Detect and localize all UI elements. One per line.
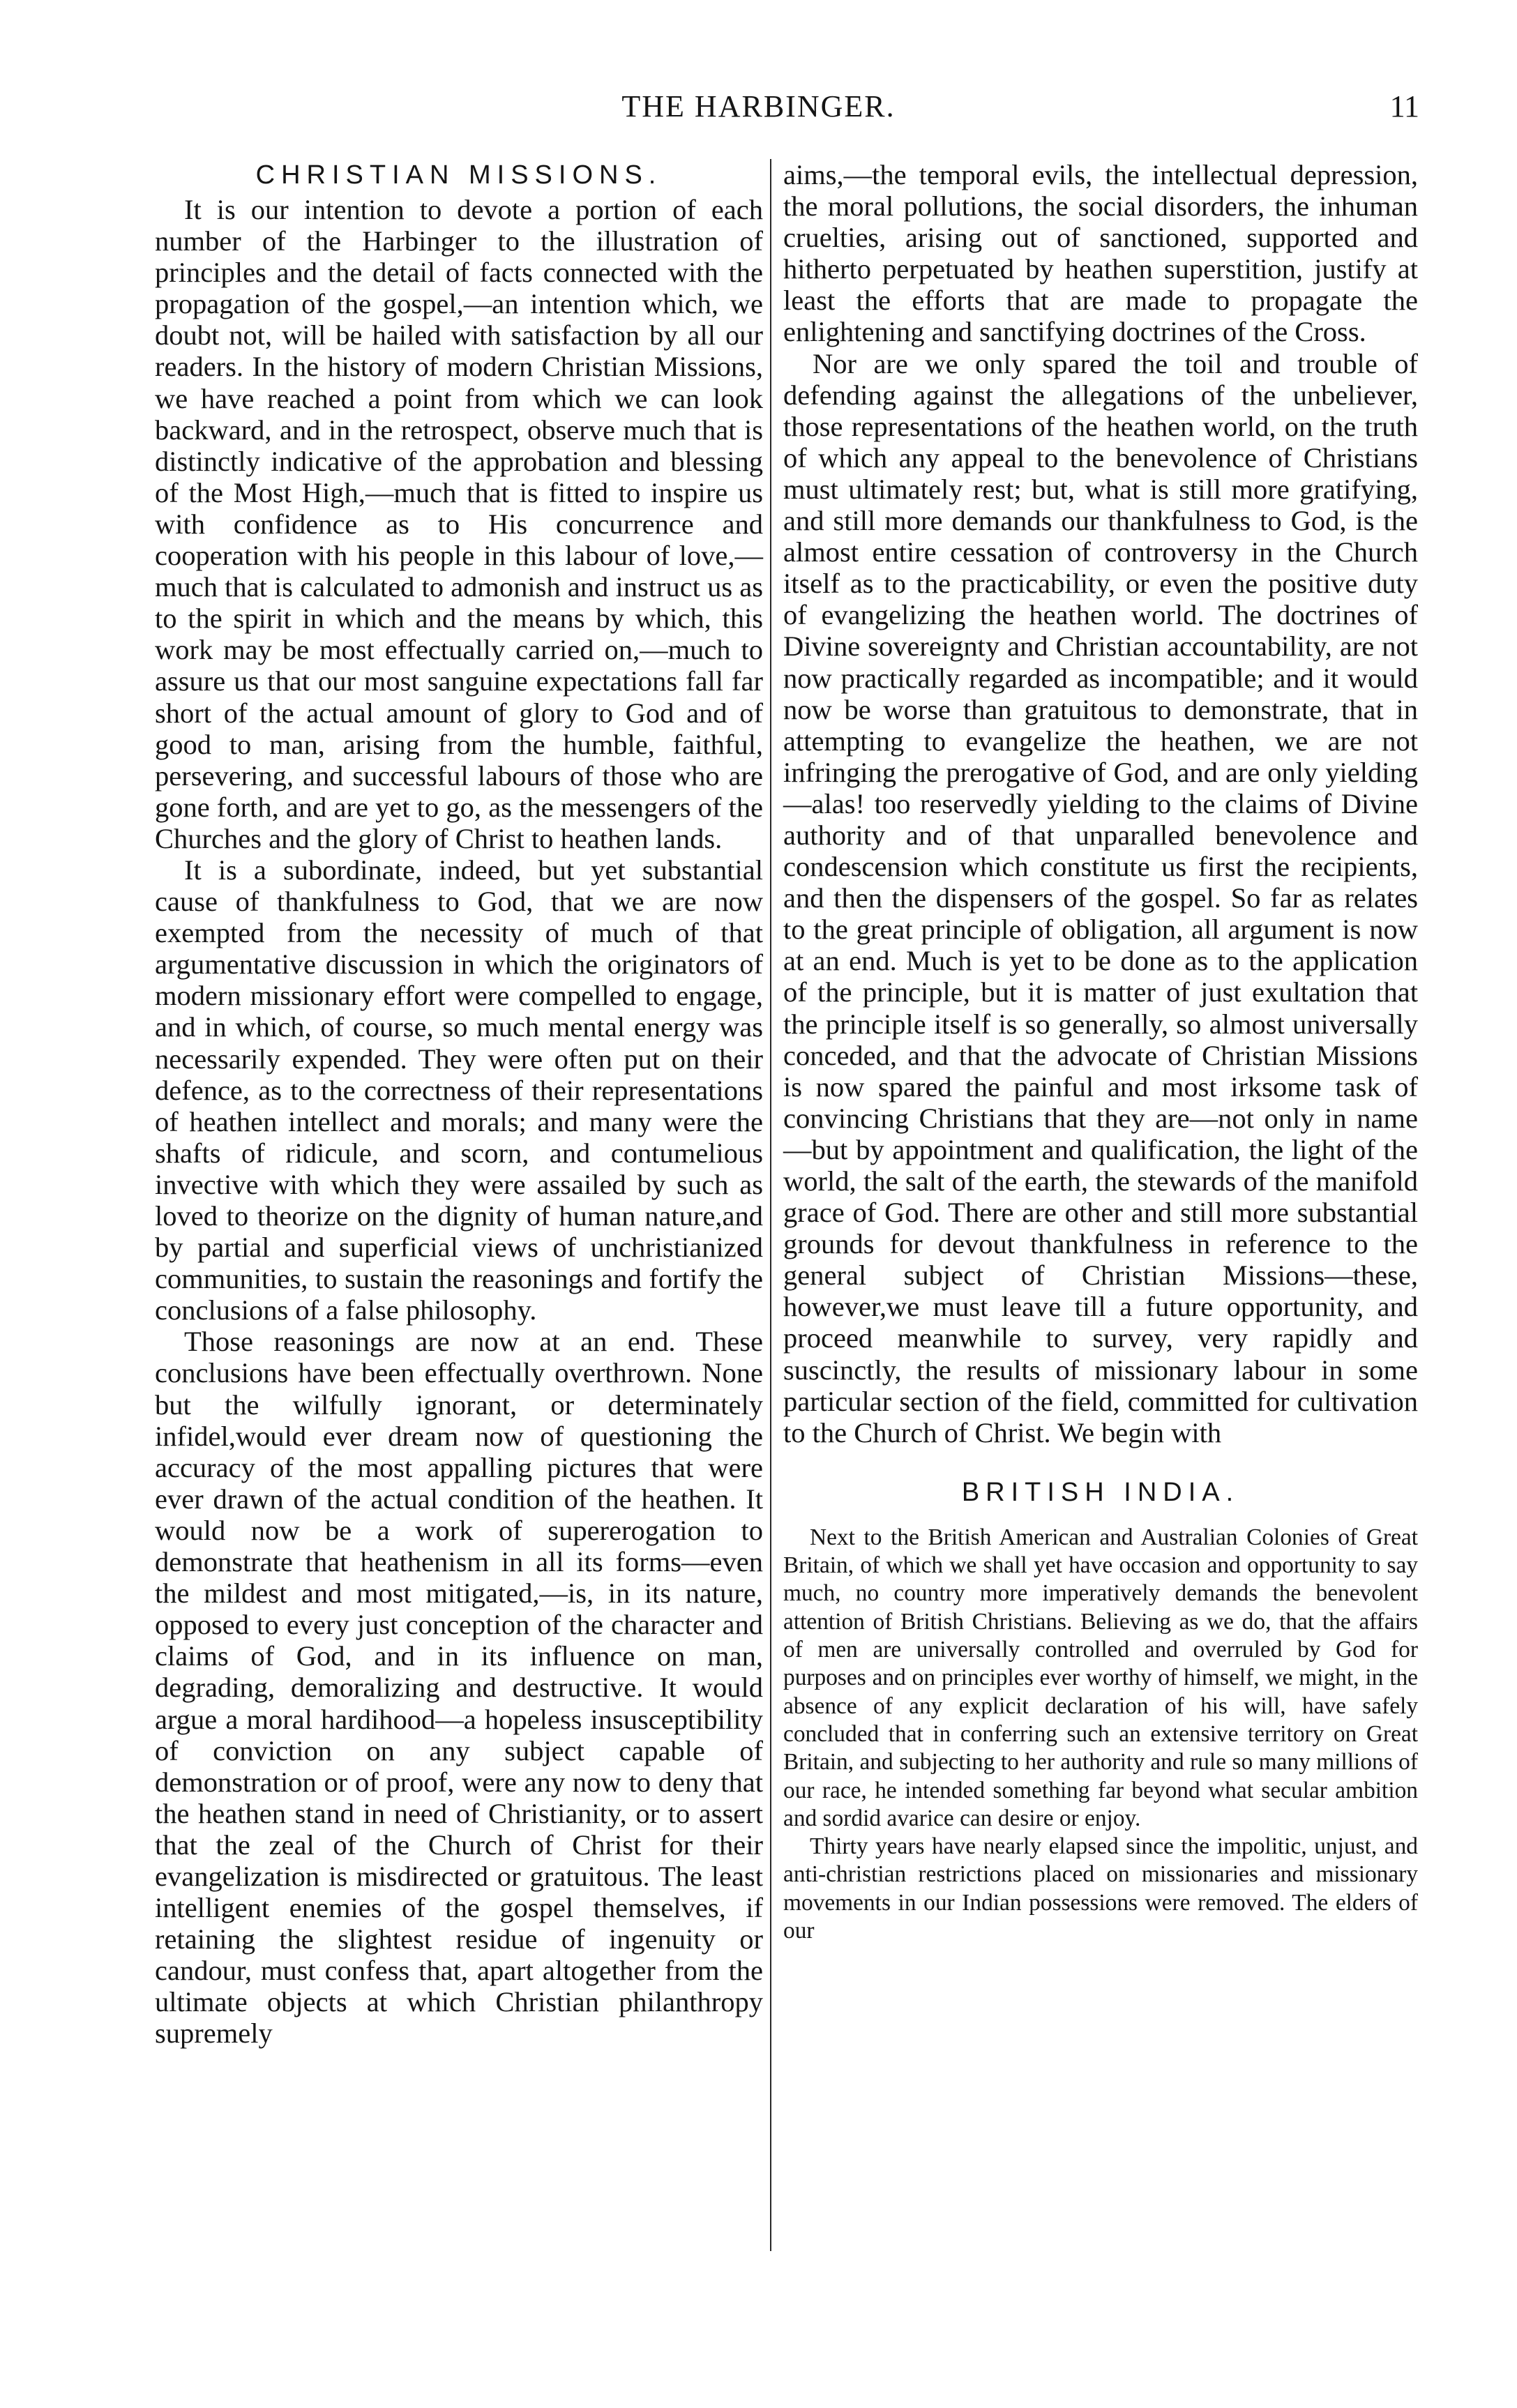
small-type-section [783,1524,1418,1945]
section-heading-christian-missions: CHRISTIAN MISSIONS. [255,160,663,190]
paragraph: Those reasonings are now at an end. These conclusions have been effectually overthrown. None but the wilfully ignorant, or determinately infidel,would ever dream now of questioning the accuracy of the most appalling pictures that were ever drawn of the actual condition of the heathen. It would now be a work of supererogation to demonstrate that heathenism in all its forms—even the mildest and most mitigated,—is, in its nature, opposed to every just conception of the character and claims of God, and in its influence on man, degrading, demoralizing and destructive. It would argue a moral hardihood—a hopeless insusceptibility of conviction on any subject capable of demonstration or of proof, were any now to deny that the heathen stand in need of Christianity, or to assert that the zeal of the Church of Christ for their evangelization is misdirected or gratuitous. The least intelligent enemies of the gospel themselves, if retaining the slightest residue of ingenuity or candour, must confess that, apart altogether from the ultimate objects at which Christian philanthropy supremely [155,1326,763,2050]
paragraph: aims,—the temporal evils, the intellectual depression, the moral pollutions, the social disorders, the inhuman cruelties, arising out of sanctioned, supported and hitherto perpetuated by heathen superstition, justify at least the efforts that are made to propagate the enlightening and sanctifying doctrines of the Cross. [783,159,1418,348]
paragraph: It is a subordinate, indeed, but yet substantial cause of thankfulness to God, that we are now exempted from the necessity of much of that argumentative discussion in which the originators of modern missionary effort were compelled to engage, and in which, of course, so much mental energy was necessarily expended. They were often put on their defence, as to the correctness of their representations of heathen intellect and morals; and many were the shafts of ridicule, and scorn, and contumelious invective with which they were assailed by such as loved to theorize on the dignity of human nature,and by partial and superficial views of unchristianized communities, to sustain the reasonings and fortify the conclusions of a false philosophy. [155,854,763,1326]
paragraph: Nor are we only spared the toil and trouble of defending against the allegations of the unbeliever, those representations of the heathen world, on the truth of which any appeal to the benevolence of Christians must ultimately rest; but, what is still more gratifying, and still more demands our thankfulness to God, is the almost entire cessation of controversy in the Church itself as to the practicability, or even the positive duty of evangelizing the heathen world. The doctrines of Divine sovereignty and Christian accountability, are not now practically regarded as incompatible; and it would now be worse than gratuitous to demonstrate, that in attempting to evangelize the heathen, we are not infringing the prerogative of God, and are only yielding—alas! too reservedly yielding to the claims of Divine authority and of that unparalled benevolence and condescension which constitute us first the recipients, and then the dispensers of the gospel. So far as relates to the great principle of obligation, all argument is now at an end. Much is yet to be done as to the application of the principle, but it is matter of just exultation that the principle itself is so generally, so almost universally conceded, and that the advocate of Christian Missions is now spared the painful and most irksome task of convincing Christians that they are—not only in name—but by appointment and qualification, the light of the world, the salt of the earth, the stewards of the manifold grace of God. There are other and still more substantial grounds for devout thankfulness in reference to the general subject of Christian Missions—these, however,we must leave till a future opportunity, and proceed meanwhile to survey, very rapidly and suscinctly, the results of missionary labour in some particular section of the field, committed for cultivation to the Church of Christ. We begin with [783,347,1418,1448]
right-column [783,159,1418,1945]
paragraph: Thirty years have nearly elapsed since the impolitic, unjust, and anti-christian restrictions placed on missionaries and missionary movements in our Indian possessions were removed. The elders of our [783,1833,1418,1944]
paragraph: Next to the British American and Australian Colonies of Great Britain, of which we shall yet have occasion and opportunity to say much, no country more imperatively demands the benevolent attention of British Christians. Believing as we do, that the affairs of men are universally controlled and overruled by God for purposes and on principles ever worthy of himself, we might, in the absence of any explicit declaration of his will, have safely concluded that in conferring such an extensive territory on Great Britain, and subjecting to her authority and rule so many millions of our race, he intended something far beyond what secular ambition and sordid avarice can desire or enjoy. [783,1524,1418,1831]
column-divider [770,159,771,2251]
running-title: THE HARBINGER. [621,89,896,123]
section-heading-british-india: BRITISH INDIA. [961,1477,1240,1507]
left-column [155,159,763,2050]
paragraph: It is our intention to devote a portion of each number of the Harbinger to the illustration of principles and the detail of facts connected with the propagation of the gospel,—an intention which, we doubt not, will be hailed with satisfaction by all our readers. In the history of modern Christian Missions, we have reached a point from which we can look backward, and in the retrospect, observe much that is distinctly indicative of the approbation and blessing of the Most High,—much that is fitted to inspire us with confidence as to His concurrence and cooperation with his people in this labour of love,—much that is calculated to admonish and instruct us as to the spirit in which and the means by which, this work may be most effectually carried on,—much to assure us that our most sanguine expectations fall far short of the actual amount of glory to God and of good to man, arising from the humble, faithful, persevering, and successful labours of those who are gone forth, and are yet to go, as the messengers of the Churches and the glory of Christ to heathen lands. [155,194,763,854]
page-number: 11 [1389,89,1419,123]
